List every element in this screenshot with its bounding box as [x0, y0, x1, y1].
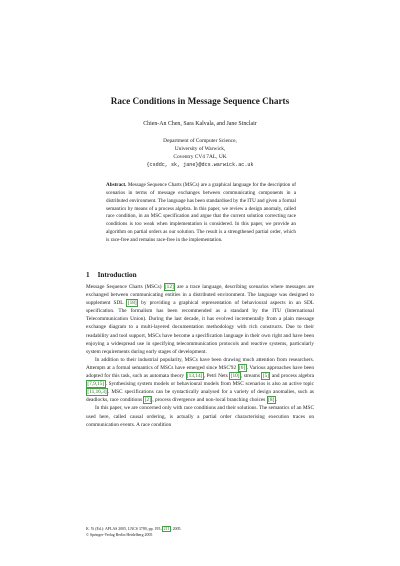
- paragraph-text: . Various approaches have been adopted for this task, such as automata theory: [86, 364, 314, 380]
- paragraph-text: In this paper, we are concerned only with race conditions and their solutions. The semantics of an MSC used here, called causal ordering, is actually a partial order characterising execution traces on communication events. A race condition: [86, 405, 315, 428]
- footer-citation-prefix: K. Yi (Ed.): APLAS 2005, LNCS 3780, pp. 195–: [86, 527, 163, 531]
- paragraph-text: , process divergence and non-local branching choices: [152, 397, 267, 404]
- footer-page-link[interactable]: 211: [163, 527, 170, 531]
- paragraph-text: . MSC specifications can be syntactically analysed for a variety of design anomalies, such as deadlocks, race conditions: [86, 389, 314, 404]
- paragraph-text: In addition to their industrial popularity, MSCs have been drawing much attention from researchers. Attempts at a formal semantics of MSCs have emerged since MSC'92: [86, 356, 314, 371]
- citation-link[interactable]: [12]: [164, 284, 174, 290]
- affiliation-university: University of Warwick,: [174, 145, 226, 152]
- abstract-label: Abstract.: [106, 182, 127, 188]
- section-heading: [86, 271, 137, 279]
- citation-link[interactable]: [6]: [239, 364, 246, 371]
- paragraph-text: Message Sequence Charts (MSCs): [86, 284, 164, 290]
- paragraph-text: , streams: [240, 373, 262, 380]
- citation-link[interactable]: [2]: [144, 397, 151, 404]
- affiliation-department: Department of Computer Science,: [163, 138, 237, 144]
- affiliation-address: Coventry CV4 7AL, UK: [173, 153, 227, 160]
- affiliation-email: {csddc, sk, jane}@dcs.warwick.ac.uk: [146, 161, 254, 168]
- body-paragraph: [86, 356, 314, 405]
- footer-citation-suffix: , 2005.: [170, 527, 182, 531]
- body-paragraph: [86, 404, 314, 428]
- section-number: 1: [86, 271, 90, 279]
- abstract-text: Message Sequence Charts (MSCs) are a graphical language for the description of scenarios in terms of message exchanges between communicating components in a distributed environment. The language has been standardised by the ITU and given a formal semantics by means of a process algebra. In this paper, we review a design anomaly, called race condition, in an MSC specification and argue that the current solution correcting race conditions is too weak when implementation is considered. In this paper, we provide an algorithm on partial orders as our solution. The result is a strengthened partial order, which is race-free and remains race-free in the implementation.: [106, 182, 296, 243]
- paragraph-text: , Petri Nets: [203, 373, 230, 380]
- author-list: Chien-An Chen, Sara Kalvala, and Jane Sinclair: [143, 121, 257, 127]
- affiliation-block: [0, 138, 400, 170]
- citation-link[interactable]: [11,16,3]: [87, 389, 107, 396]
- page-footer: [86, 527, 316, 538]
- citation-link[interactable]: [13,14]: [186, 373, 203, 380]
- citation-link[interactable]: [5]: [262, 373, 269, 380]
- citation-link[interactable]: [7,9,15]: [87, 381, 105, 388]
- citation-link[interactable]: [8]: [268, 397, 275, 404]
- body-text: [86, 283, 314, 429]
- paragraph-text: by providing a graphical representation of behavioural aspects in an SDL specification. The formalism has been recommended as a standard by the ITU (International Telecommunication Union). During the last decade, it has evolved incrementally from a plain message exchange diagram to a multi-layered documentation methodology with rich constructs. Due to their readability and tool support, MSCs have become a specification language in their own right and have been enjoying a widespread use in specifying telecommunication protocols and reactive systems, particularly system requirements during early stages of development.: [86, 300, 314, 355]
- abstract: [106, 182, 296, 245]
- section-title: Introduction: [97, 271, 137, 279]
- paragraph-text: . Synthesising system models or behavioural models from MSC scenarios is also an active topic: [105, 381, 314, 388]
- paragraph-text: and process algebra: [270, 373, 315, 380]
- paragraph-text: .: [275, 397, 277, 404]
- citation-link[interactable]: [18]: [127, 300, 137, 307]
- citation-link[interactable]: [10]: [230, 373, 240, 380]
- paragraph-text: are a trace language, describing scenarios where messages are exchanged between communicating entities in a distributed environment. The language was designed to supplement SDL: [86, 284, 315, 307]
- footer-copyright: © Springer-Verlag Berlin Heidelberg 2005: [86, 532, 153, 537]
- body-paragraph: [86, 283, 314, 356]
- paper-title: Race Conditions in Message Sequence Charts: [110, 96, 290, 106]
